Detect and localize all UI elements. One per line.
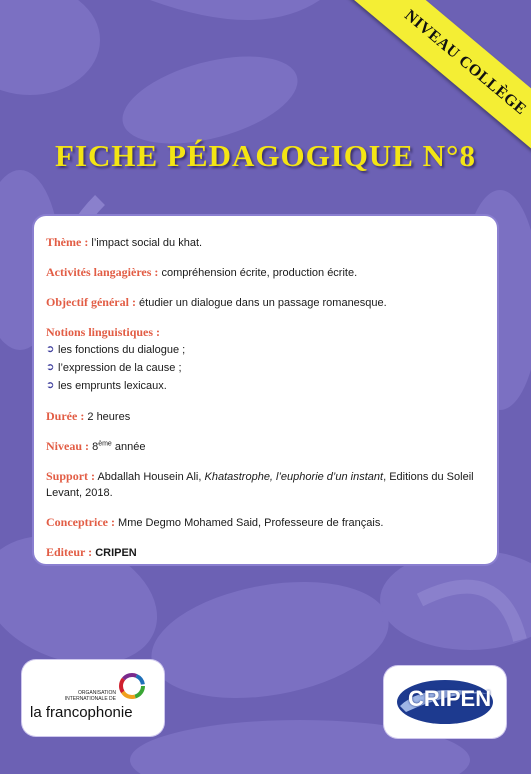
notion-item-1: les fonctions du dialogue ;	[58, 344, 186, 356]
objective-label: Objectif général :	[46, 295, 136, 309]
designer-row	[46, 514, 485, 531]
francophonie-ring-icon	[118, 672, 146, 700]
notions-label: Notions linguistiques :	[46, 325, 161, 339]
notion-item-2: l’expression de la cause ;	[58, 362, 182, 374]
support-rest: , Editions du Soleil Levant, 2018.	[46, 471, 474, 499]
duration-label: Durée :	[46, 409, 85, 423]
support-row	[46, 468, 485, 501]
level-label: Niveau :	[46, 439, 89, 453]
theme-value: l’impact social du khat.	[91, 237, 203, 249]
theme-label: Thème :	[46, 235, 89, 249]
notions-row	[46, 324, 485, 341]
page-title: FICHE PÉDAGOGIQUE N°8	[55, 138, 476, 173]
francophonie-logo	[22, 660, 164, 736]
support-author: Abdallah Housein Ali,	[97, 471, 202, 483]
level-sup: ème	[98, 440, 112, 448]
arrow-bullet-icon: ➲	[46, 344, 55, 355]
level-suffix: année	[111, 441, 146, 453]
ribbon-label: NIVEAU COLLÈGE	[401, 6, 530, 119]
activities-row	[46, 264, 485, 281]
objective-row	[46, 294, 485, 311]
publisher-row	[46, 544, 485, 561]
notion-item-3: les emprunts lexicaux.	[58, 380, 167, 392]
info-card	[34, 216, 497, 564]
level-row	[46, 438, 485, 455]
arrow-bullet-icon: ➲	[46, 380, 55, 391]
objective-value: étudier un dialogue dans un passage romanesque.	[139, 297, 387, 309]
designer-label: Conceptrice :	[46, 515, 115, 529]
designer-value: Mme Degmo Mohamed Said, Professeure de français.	[118, 517, 384, 529]
duration-value: 2 heures	[87, 411, 131, 423]
cripen-name: CRIPEN	[408, 686, 492, 711]
list-item	[46, 377, 485, 395]
arrow-bullet-icon: ➲	[46, 362, 55, 373]
support-label: Support :	[46, 469, 96, 483]
francophonie-name: la francophonie	[30, 704, 133, 721]
activities-label: Activités langagières :	[46, 265, 159, 279]
level-number: 8	[92, 441, 99, 453]
list-item	[46, 359, 485, 377]
activities-value: compréhension écrite, production écrite.	[161, 267, 358, 279]
publisher-label: Editeur :	[46, 545, 93, 559]
cripen-logo	[384, 666, 506, 738]
theme-row	[46, 234, 485, 251]
duration-row	[46, 408, 485, 425]
francophonie-small-text: ORGANISATION INTERNATIONALE DE	[64, 690, 116, 702]
support-book-title: Khatastrophe, l’euphorie d’un instant	[204, 471, 384, 483]
publisher-value: CRIPEN	[95, 547, 137, 559]
list-item	[46, 341, 485, 359]
